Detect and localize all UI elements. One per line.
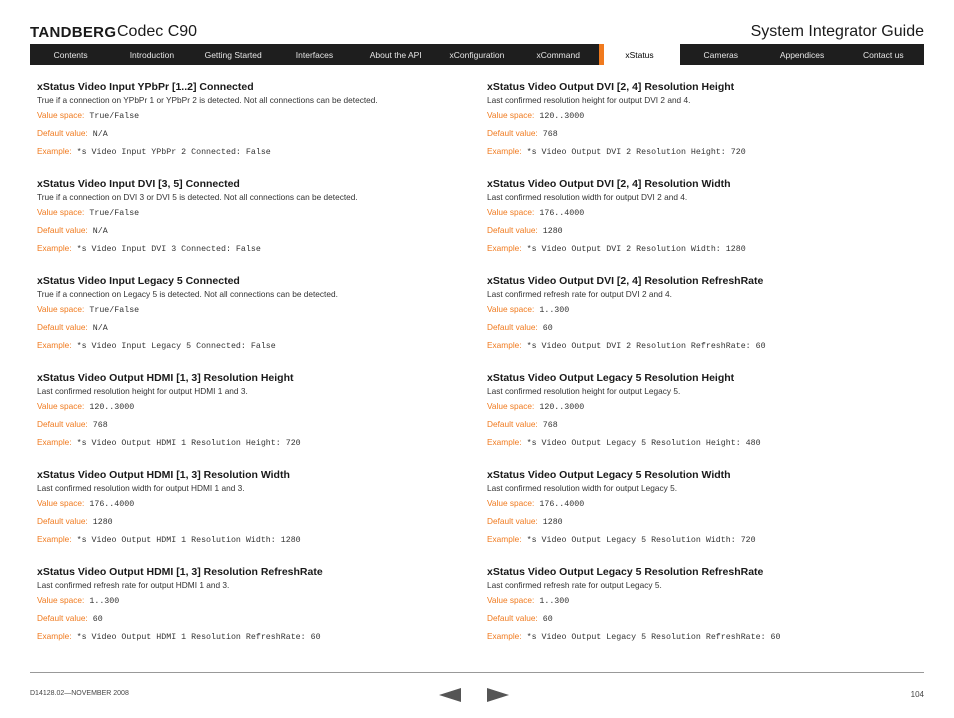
default-value-value: 1280 — [92, 518, 113, 527]
value-space-row — [487, 498, 907, 516]
entry-title: xStatus Video Output HDMI [1, 3] Resolution Height — [37, 372, 294, 384]
nav-tab-about-api[interactable]: About the API — [369, 49, 422, 60]
entry-title: xStatus Video Output Legacy 5 Resolution RefreshRate — [487, 566, 764, 578]
entry-title: xStatus Video Output Legacy 5 Resolution Width — [487, 469, 731, 481]
value-space-value: 176..4000 — [89, 500, 135, 509]
nav-tab-xstatus[interactable]: xStatus — [599, 44, 680, 65]
entry-title: xStatus Video Input YPbPr [1..2] Connected — [37, 81, 254, 93]
entry-title: xStatus Video Output DVI [2, 4] Resolution Height — [487, 81, 735, 93]
example-label: Example: — [37, 534, 72, 544]
default-value-label: Default value: — [487, 613, 538, 623]
example-value: *s Video Output DVI 2 Resolution RefreshRate: 60 — [526, 342, 766, 351]
value-space-value: 1..300 — [539, 597, 570, 606]
nav-tab-xconfiguration[interactable]: xConfiguration — [449, 49, 505, 60]
entry-description: Last confirmed resolution width for output DVI 2 and 4. — [487, 192, 688, 202]
example-value: *s Video Output DVI 2 Resolution Width: 1280 — [526, 245, 746, 254]
value-space-value: 120..3000 — [539, 112, 585, 121]
entry-title: xStatus Video Output DVI [2, 4] Resolution Width — [487, 178, 731, 190]
status-entry — [487, 468, 907, 565]
example-row — [37, 534, 457, 552]
brand-logo: TANDBERG — [30, 24, 117, 41]
value-space-value: 120..3000 — [539, 403, 585, 412]
left-column — [37, 80, 457, 662]
entry-title: xStatus Video Output DVI [2, 4] Resolution RefreshRate — [487, 275, 764, 287]
top-nav — [30, 44, 924, 65]
example-label: Example: — [487, 437, 522, 447]
example-row — [37, 243, 457, 261]
default-value-row — [37, 419, 457, 437]
status-entry — [37, 80, 457, 177]
entry-title: xStatus Video Input Legacy 5 Connected — [37, 275, 240, 287]
product-name: Codec C90 — [117, 23, 198, 40]
value-space-row — [487, 110, 907, 128]
example-label: Example: — [487, 146, 522, 156]
value-space-row — [37, 110, 457, 128]
right-column — [487, 80, 907, 662]
document-id: D14128.02—NOVEMBER 2008 — [30, 690, 129, 697]
example-label: Example: — [37, 340, 72, 350]
default-value-value: 60 — [92, 615, 103, 624]
entry-description: Last confirmed refresh rate for output DVI 2 and 4. — [487, 289, 672, 299]
status-entry — [487, 177, 907, 274]
default-value-value: N/A — [92, 324, 108, 333]
example-value: *s Video Output Legacy 5 Resolution RefreshRate: 60 — [526, 633, 781, 642]
entry-description: Last confirmed resolution height for output DVI 2 and 4. — [487, 95, 691, 105]
default-value-label: Default value: — [487, 516, 538, 526]
example-label: Example: — [37, 243, 72, 253]
example-row — [37, 146, 457, 164]
nav-tab-interfaces[interactable]: Interfaces — [295, 49, 334, 60]
default-value-value: N/A — [92, 227, 108, 236]
status-entry — [37, 371, 457, 468]
value-space-value: 120..3000 — [89, 403, 135, 412]
value-space-row — [37, 595, 457, 613]
default-value-value: N/A — [92, 130, 108, 139]
value-space-label: Value space: — [487, 401, 535, 411]
default-value-row — [37, 225, 457, 243]
entry-description: Last confirmed resolution width for output Legacy 5. — [487, 483, 678, 493]
default-value-label: Default value: — [487, 419, 538, 429]
entry-title: xStatus Video Output HDMI [1, 3] Resolution Width — [37, 469, 290, 481]
footer-divider — [30, 672, 924, 673]
status-entry — [37, 565, 457, 662]
example-row — [37, 631, 457, 649]
entry-description: Last confirmed refresh rate for output HDMI 1 and 3. — [37, 580, 230, 590]
example-label: Example: — [487, 340, 522, 350]
default-value-label: Default value: — [487, 225, 538, 235]
example-label: Example: — [487, 631, 522, 641]
value-space-row — [487, 401, 907, 419]
value-space-label: Value space: — [37, 498, 85, 508]
default-value-label: Default value: — [37, 225, 88, 235]
status-entry — [37, 468, 457, 565]
default-value-row — [37, 613, 457, 631]
default-value-value: 60 — [542, 615, 553, 624]
entry-title: xStatus Video Input DVI [3, 5] Connected — [37, 178, 240, 190]
entry-description: True if a connection on DVI 3 or DVI 5 is detected. Not all connections can be detected. — [37, 192, 358, 202]
status-entry — [487, 274, 907, 371]
example-value: *s Video Output HDMI 1 Resolution Width: 1280 — [76, 536, 301, 545]
status-entry — [37, 274, 457, 371]
prev-arrow-shape — [439, 688, 461, 702]
default-value-row — [487, 613, 907, 631]
value-space-value: 176..4000 — [539, 209, 585, 218]
value-space-value: 1..300 — [89, 597, 120, 606]
entry-title: xStatus Video Output HDMI [1, 3] Resolution RefreshRate — [37, 566, 323, 578]
value-space-value: True/False — [89, 112, 140, 121]
example-row — [487, 534, 907, 552]
default-value-row — [487, 128, 907, 146]
entry-description: Last confirmed refresh rate for output Legacy 5. — [487, 580, 662, 590]
value-space-row — [487, 207, 907, 225]
default-value-row — [487, 419, 907, 437]
default-value-label: Default value: — [487, 322, 538, 332]
guide-title: System Integrator Guide — [750, 23, 924, 40]
example-row — [487, 243, 907, 261]
value-space-value: True/False — [89, 209, 140, 218]
nav-tab-contact-us[interactable]: Contact us — [862, 49, 904, 60]
default-value-value: 60 — [542, 324, 553, 333]
status-entry — [487, 371, 907, 468]
next-arrow-shape — [487, 688, 509, 702]
value-space-label: Value space: — [37, 304, 85, 314]
default-value-value: 768 — [92, 421, 108, 430]
value-space-label: Value space: — [487, 110, 535, 120]
value-space-label: Value space: — [37, 401, 85, 411]
triangle-left-icon[interactable] — [439, 688, 461, 707]
value-space-label: Value space: — [37, 595, 85, 605]
nav-tab-getting-started[interactable]: Getting Started — [204, 49, 262, 60]
nav-tab-contents[interactable]: Contents — [53, 49, 88, 60]
value-space-row — [37, 498, 457, 516]
value-space-value: True/False — [89, 306, 140, 315]
example-label: Example: — [37, 437, 72, 447]
entry-description: Last confirmed resolution height for output HDMI 1 and 3. — [37, 386, 248, 396]
example-value: *s Video Output DVI 2 Resolution Height: 720 — [526, 148, 746, 157]
example-value: *s Video Output HDMI 1 Resolution Height: 720 — [76, 439, 301, 448]
nav-tab-introduction[interactable]: Introduction — [129, 49, 175, 60]
example-label: Example: — [487, 534, 522, 544]
default-value-row — [487, 225, 907, 243]
nav-tab-appendices[interactable]: Appendices — [779, 49, 825, 60]
default-value-row — [37, 128, 457, 146]
default-value-label: Default value: — [37, 128, 88, 138]
entry-description: Last confirmed resolution height for output Legacy 5. — [487, 386, 681, 396]
default-value-label: Default value: — [37, 419, 88, 429]
entry-description: True if a connection on YPbPr 1 or YPbPr 2 is detected. Not all connections can be detected. — [37, 95, 378, 105]
default-value-row — [37, 322, 457, 340]
value-space-value: 176..4000 — [539, 500, 585, 509]
example-label: Example: — [487, 243, 522, 253]
value-space-label: Value space: — [487, 304, 535, 314]
example-row — [487, 631, 907, 649]
example-row — [487, 437, 907, 455]
value-space-row — [487, 595, 907, 613]
default-value-label: Default value: — [487, 128, 538, 138]
default-value-value: 1280 — [542, 518, 563, 527]
default-value-label: Default value: — [37, 613, 88, 623]
default-value-value: 1280 — [542, 227, 563, 236]
status-entry — [487, 565, 907, 662]
value-space-label: Value space: — [37, 207, 85, 217]
value-space-label: Value space: — [37, 110, 85, 120]
value-space-row — [37, 207, 457, 225]
value-space-value: 1..300 — [539, 306, 570, 315]
example-value: *s Video Output HDMI 1 Resolution RefreshRate: 60 — [76, 633, 321, 642]
value-space-row — [37, 401, 457, 419]
example-value: *s Video Input DVI 3 Connected: False — [76, 245, 261, 254]
default-value-row — [37, 516, 457, 534]
nav-tab-xcommand[interactable]: xCommand — [536, 49, 580, 60]
nav-tab-cameras[interactable]: Cameras — [703, 49, 738, 60]
example-label: Example: — [37, 146, 72, 156]
default-value-value: 768 — [542, 130, 558, 139]
example-row — [37, 340, 457, 358]
value-space-label: Value space: — [487, 498, 535, 508]
entry-title: xStatus Video Output Legacy 5 Resolution Height — [487, 372, 735, 384]
default-value-row — [487, 516, 907, 534]
triangle-right-icon[interactable] — [487, 688, 509, 707]
page-number: 104 — [910, 690, 924, 699]
example-value: *s Video Input Legacy 5 Connected: False — [76, 342, 276, 351]
example-value: *s Video Output Legacy 5 Resolution Height: 480 — [526, 439, 761, 448]
default-value-value: 768 — [542, 421, 558, 430]
default-value-label: Default value: — [37, 322, 88, 332]
value-space-row — [487, 304, 907, 322]
example-label: Example: — [37, 631, 72, 641]
entry-description: Last confirmed resolution width for output HDMI 1 and 3. — [37, 483, 245, 493]
example-value: *s Video Output Legacy 5 Resolution Width: 720 — [526, 536, 756, 545]
value-space-row — [37, 304, 457, 322]
example-row — [487, 146, 907, 164]
status-entry — [37, 177, 457, 274]
example-value: *s Video Input YPbPr 2 Connected: False — [76, 148, 271, 157]
example-row — [37, 437, 457, 455]
example-row — [487, 340, 907, 358]
status-entry — [487, 80, 907, 177]
value-space-label: Value space: — [487, 207, 535, 217]
default-value-label: Default value: — [37, 516, 88, 526]
value-space-label: Value space: — [487, 595, 535, 605]
default-value-row — [487, 322, 907, 340]
entry-description: True if a connection on Legacy 5 is detected. Not all connections can be detected. — [37, 289, 338, 299]
